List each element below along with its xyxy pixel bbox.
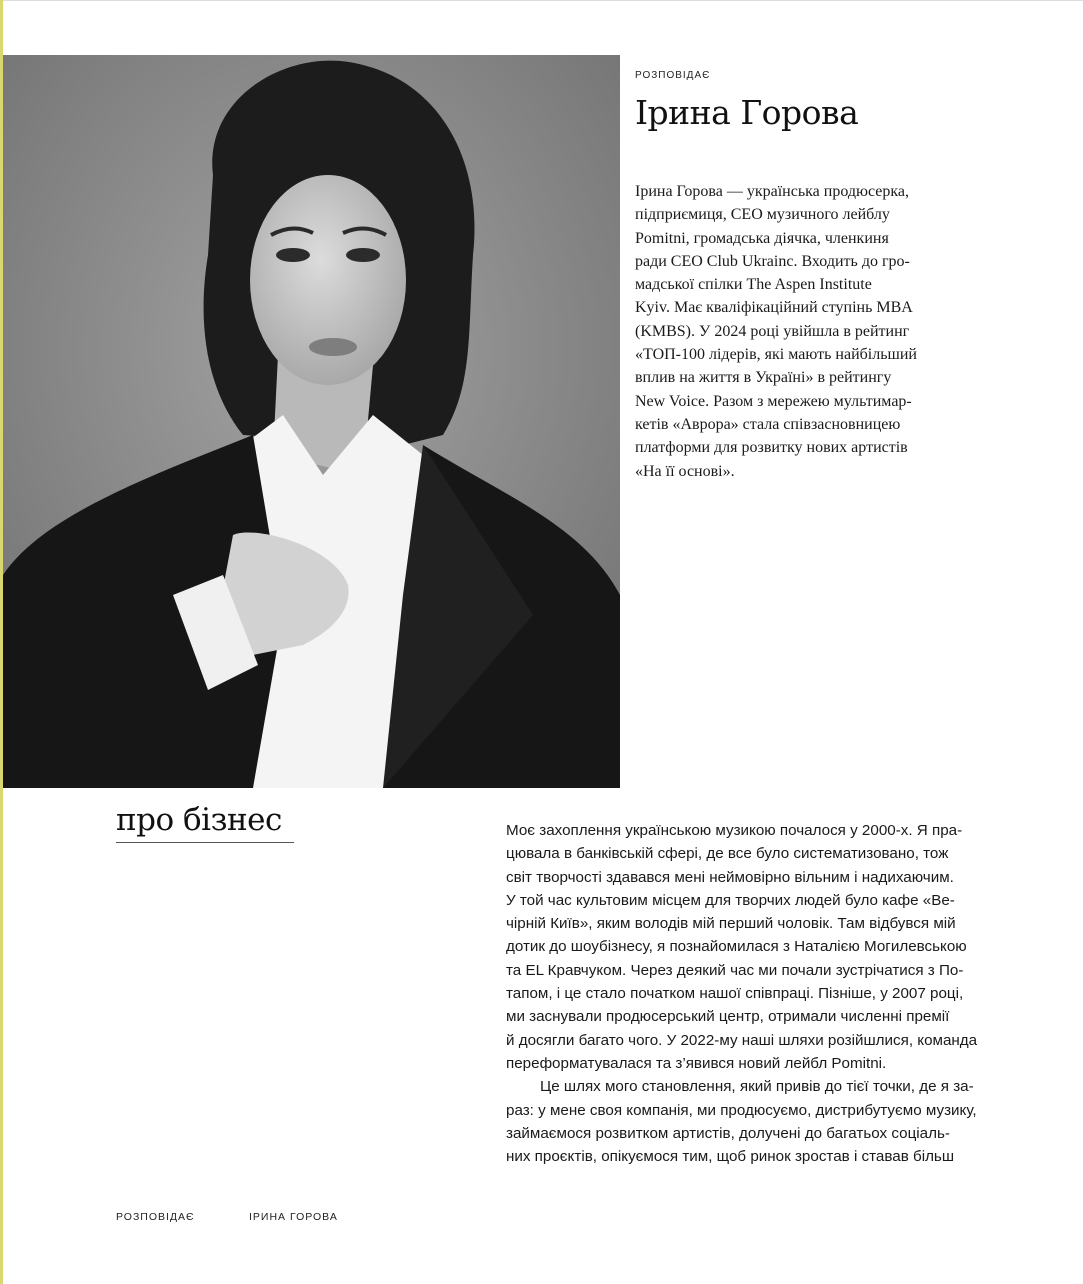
article-line: Це шлях мого становлення, який привів до тієї точки, де я за-: [540, 1078, 974, 1096]
bio-line: Ірина Горова — українська продюсерка,: [635, 183, 909, 200]
article-line: У той час культовим місцем для творчих людей було кафе «Ве-: [506, 891, 955, 909]
article-line: ми заснували продюсерський центр, отримали численні премії: [506, 1008, 950, 1026]
article-line: та EL Кравчуком. Через деякий час ми почали зустрічатися з По-: [506, 961, 964, 979]
bio-line: підприємиця, CEO музичного лейблу: [635, 206, 890, 224]
bio-line: мадської спілки The Aspen Institute: [635, 276, 872, 294]
article-line: них проєктів, опікуємося тим, щоб ринок зростав і ставав більш: [506, 1148, 955, 1166]
author-bio: [635, 180, 970, 483]
bio-line: платформи для розвитку нових артистів: [635, 439, 908, 457]
bio-line: Kyiv. Має кваліфікаційний ступінь MBA: [635, 299, 913, 317]
bio-line: (KMBS). У 2024 році увійшла в рейтинг: [635, 322, 910, 340]
footer-kicker: РОЗПОВІДАЄ: [116, 1211, 195, 1223]
article-line: тапом, і це стало початком нашої співпраці. Пізніше, у 2007 році,: [506, 985, 964, 1003]
bio-line: вплив на життя в Україні» в рейтингу: [635, 369, 892, 387]
bio-line: «На її основі».: [635, 462, 735, 480]
article-line: світ творчості здавався мені неймовірно вільним і надихаючим.: [506, 868, 954, 886]
portrait-photo: [3, 55, 620, 788]
article-line: чірній Київ», яким володів мій перший чоловік. Там відбувся мій: [506, 915, 956, 933]
article-line: дотик до шоубізнесу, я познайомилася з Наталією Могилевською: [506, 938, 967, 956]
top-border: [0, 0, 1083, 1]
article-line: займаємося розвитком артистів, долучені до багатьох соціаль-: [506, 1124, 950, 1142]
article-body: [506, 819, 1011, 1168]
bio-line: New Voice. Разом з мережею мультимар-: [635, 392, 912, 410]
article-line: й досягли багато чого. У 2022-му наші шляхи розійшлися, команда: [506, 1031, 978, 1049]
bio-line: ради CEO Club Ukrainc. Входить до гро-: [635, 252, 910, 270]
section-title: про бізнес: [116, 802, 294, 843]
article-line: Моє захоплення українською музикою почалося у 2000-х. Я пра-: [506, 822, 963, 839]
bio-line: «ТОП-100 лідерів, які мають найбільший: [635, 346, 917, 364]
author-name: Ірина Горова: [635, 93, 859, 132]
article-line: раз: у мене своя компанія, ми продюсуємо, дистрибутуємо музику,: [506, 1101, 977, 1119]
author-kicker: РОЗПОВІДАЄ: [635, 70, 711, 81]
footer-author-name: ІРИНА ГОРОВА: [249, 1211, 338, 1223]
article-line: переформатувалася та з’явився новий лейбл Pomitni.: [506, 1054, 887, 1072]
article-line: цювала в банківській сфері, де все було систематизовано, тож: [506, 845, 949, 863]
bio-line: Pomitni, громадська діячка, членкиня: [635, 229, 889, 247]
bio-line: кетів «Аврора» стала співзасновницею: [635, 415, 901, 433]
